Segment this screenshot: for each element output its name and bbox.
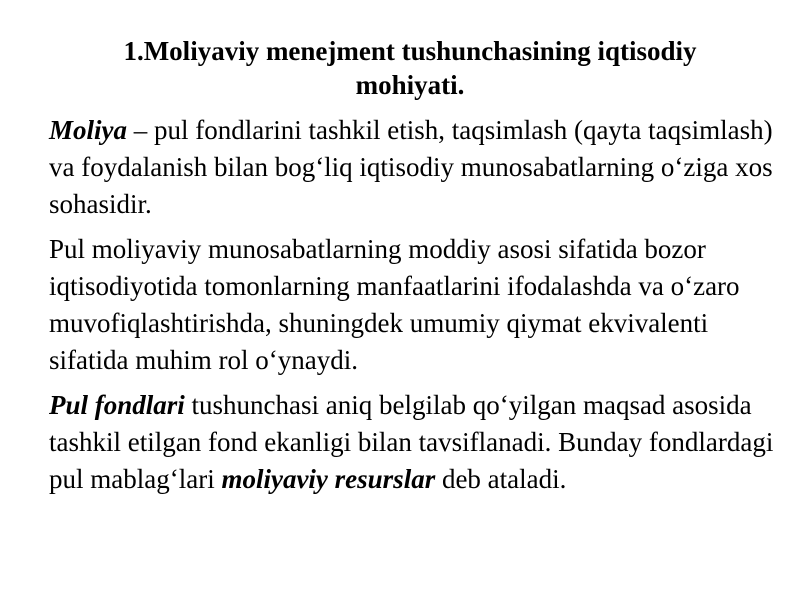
term-moliya: Moliya [49, 115, 127, 145]
paragraph-pul-text: Pul moliyaviy munosabatlarning moddiy asosi sifatida bozor iqtisodiyotida tomonlarning manfaatlarini ifodalashda va o‘zaro muvofiqlashtirishda, shuningdek umumiy qiymat ekvivalenti sifatida muhim rol o‘ynaydi. [49, 234, 740, 375]
term-pul-fondlari: Pul fondlari [49, 390, 185, 420]
paragraph-moliya-text: – pul fondlarini tashkil etish, taqsimlash (qayta taqsimlash) va foydalanish bilan bog‘liq iqtisodiy munosabatlarning o‘ziga xos sohasidir. [49, 115, 773, 219]
paragraph-pul-fondlari [49, 387, 779, 498]
slide-title [40, 34, 780, 102]
title-line-1: 1.Moliyaviy menejment tushunchasining iqtisodiy [123, 36, 697, 66]
term-moliyaviy-resurslar: moliyaviy resurslar [221, 464, 436, 494]
paragraph-pul-fondlari-ending: deb ataladi. [435, 464, 567, 494]
paragraph-pul-fondlari-text: tushunchasi aniq belgilab qo‘yilgan maqsad asosida tashkil etilgan fond ekanligi bilan tavsiflanadi. Bunday fondlardagi pul mablag‘lari [49, 390, 774, 494]
paragraph-pul [49, 231, 779, 379]
paragraph-moliya [49, 112, 779, 223]
slide-body [49, 112, 779, 506]
title-line-2: mohiyati. [355, 70, 465, 100]
